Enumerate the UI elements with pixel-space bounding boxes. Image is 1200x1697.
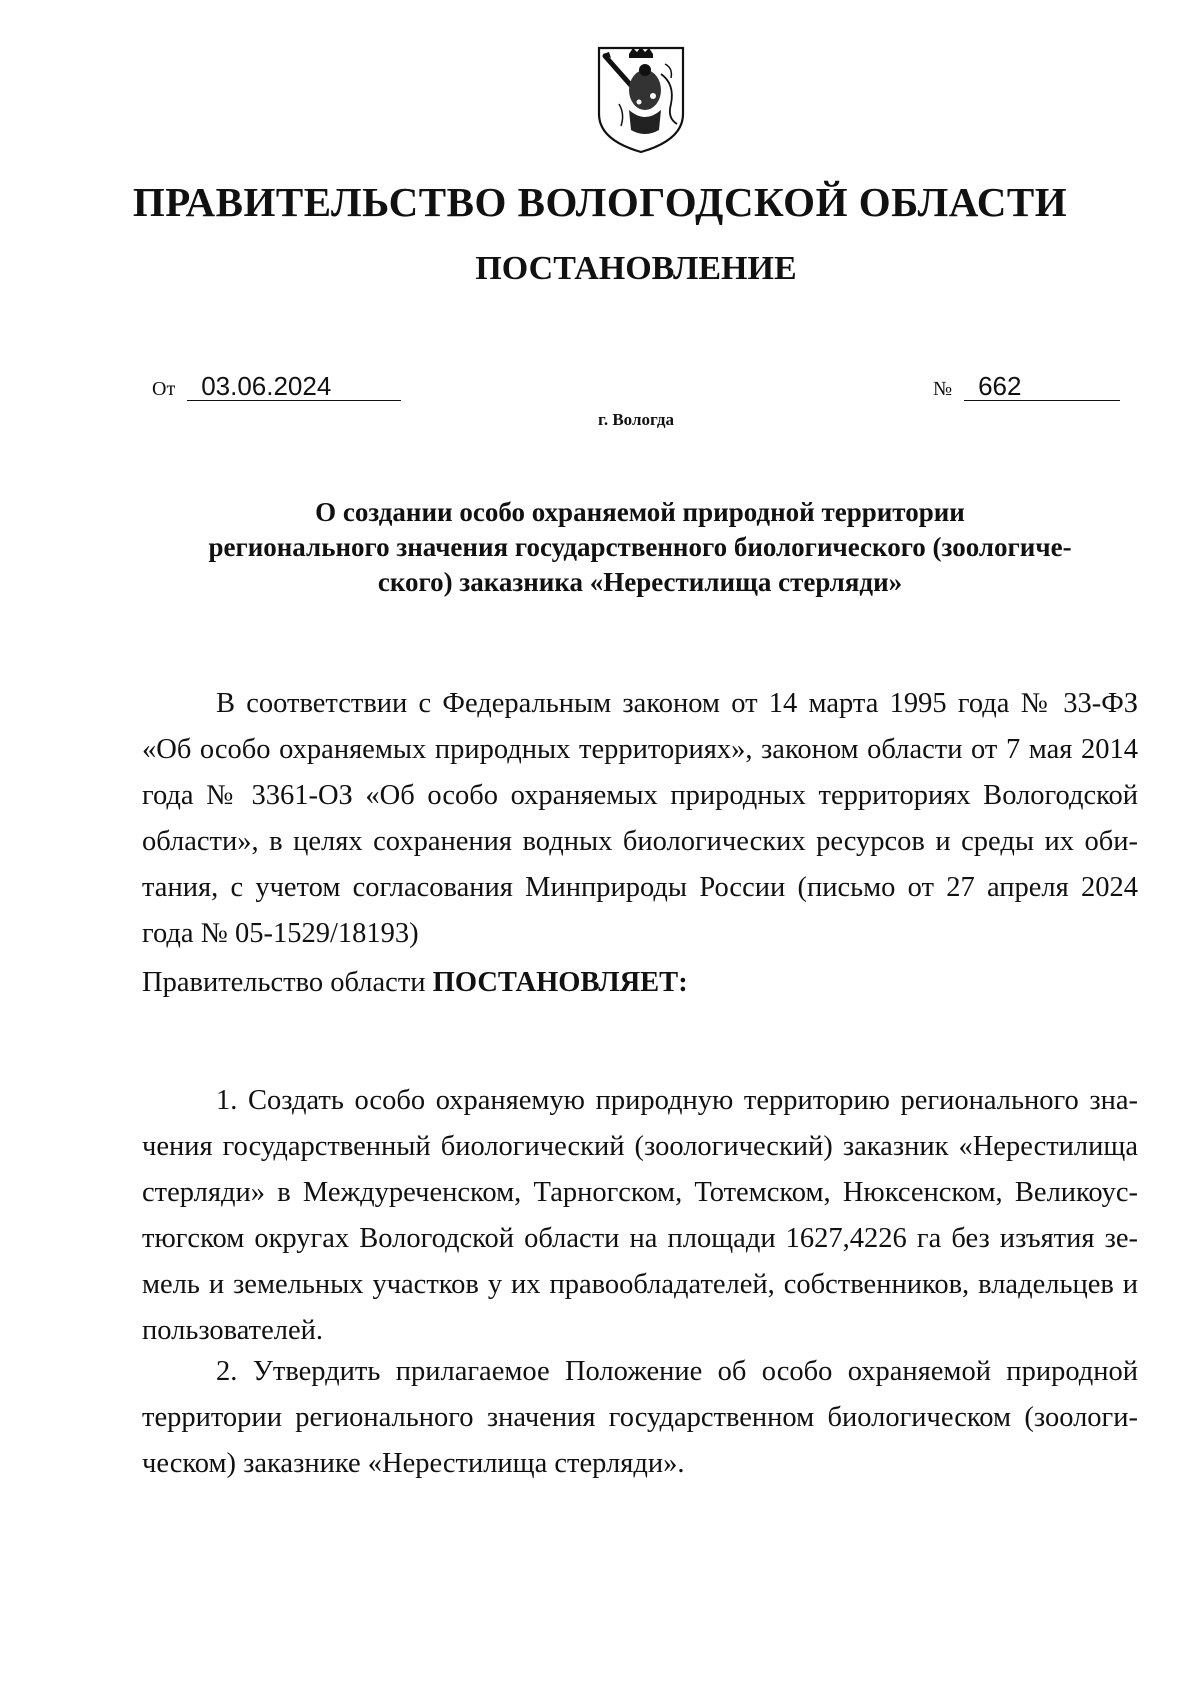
preamble-line: года № 05-1529/18193) [142, 918, 419, 949]
number-prefix: № [933, 378, 953, 400]
item-2-line: ческом) заказнике «Нерестилища стерляди». [142, 1448, 685, 1479]
decree-word: ПОСТАНОВЛЯЕТ: [432, 967, 688, 998]
preamble-line: тания, с учетом согласования Минприроды России (письмо от 27 апреля 2024 [142, 872, 1138, 903]
document-type: ПОСТАНОВЛЕНИЕ [475, 250, 797, 287]
item-1-paragraph [142, 1078, 1138, 1354]
date-prefix: От [152, 378, 176, 400]
subject-line: О создании особо охраняемой природной территории [315, 497, 965, 527]
item-2-paragraph [142, 1349, 1138, 1487]
decree-statement [142, 960, 1138, 1006]
subject-line: ского) заказника «Нерестилища стерляди» [377, 567, 903, 597]
item-2-line: территории регионального значения государственном биологическом (зоологи- [142, 1402, 1138, 1433]
item-1-line: тюгском округах Вологодской области на площади 1627,4226 га без изъятия зе- [142, 1223, 1138, 1254]
document-subject [140, 495, 1140, 600]
preamble-paragraph [142, 681, 1138, 957]
item-1-line: мель и земельных участков у их правообладателей, собственников, владельцев и [142, 1269, 1138, 1300]
preamble-line: «Об особо охраняемых природных территориях», законом области от 7 мая 2014 [142, 734, 1138, 765]
preamble-line: области», в целях сохранения водных биологических ресурсов и среды их оби- [142, 826, 1138, 857]
preamble-line: В соответствии с Федеральным законом от 14 марта 1995 года № 33-ФЗ [216, 688, 1138, 719]
decree-prefix: Правительство области [142, 967, 433, 998]
date-value: 03.06.2024 [187, 372, 401, 401]
document-date [152, 372, 401, 401]
decree-line [142, 960, 1138, 1006]
number-value: 662 [964, 372, 1120, 401]
organization-title: ПРАВИТЕЛЬСТВО ВОЛОГОДСКОЙ ОБЛАСТИ [132, 179, 1068, 225]
item-2-line: 2. Утвердить прилагаемое Положение об особо охраняемой природной [216, 1356, 1138, 1387]
document-number [933, 372, 1120, 401]
item-1-line: чения государственный биологический (зоологический) заказник «Нерестилища [142, 1131, 1138, 1162]
subject-line: регионального значения государственного биологического (зоологиче- [208, 532, 1072, 562]
item-1-line: 1. Создать особо охраняемую природную территорию регионального зна- [216, 1085, 1138, 1116]
preamble-line: года № 3361-ОЗ «Об особо охраняемых природных территориях Вологодской [142, 780, 1138, 811]
item-1-line: стерляди» в Междуреченском, Тарногском, Тотемском, Нюксенском, Великоус- [142, 1177, 1138, 1208]
city: г. Вологда [598, 410, 674, 429]
vologda-coat-of-arms-icon [595, 44, 687, 156]
item-1-line: пользователей. [142, 1315, 324, 1346]
